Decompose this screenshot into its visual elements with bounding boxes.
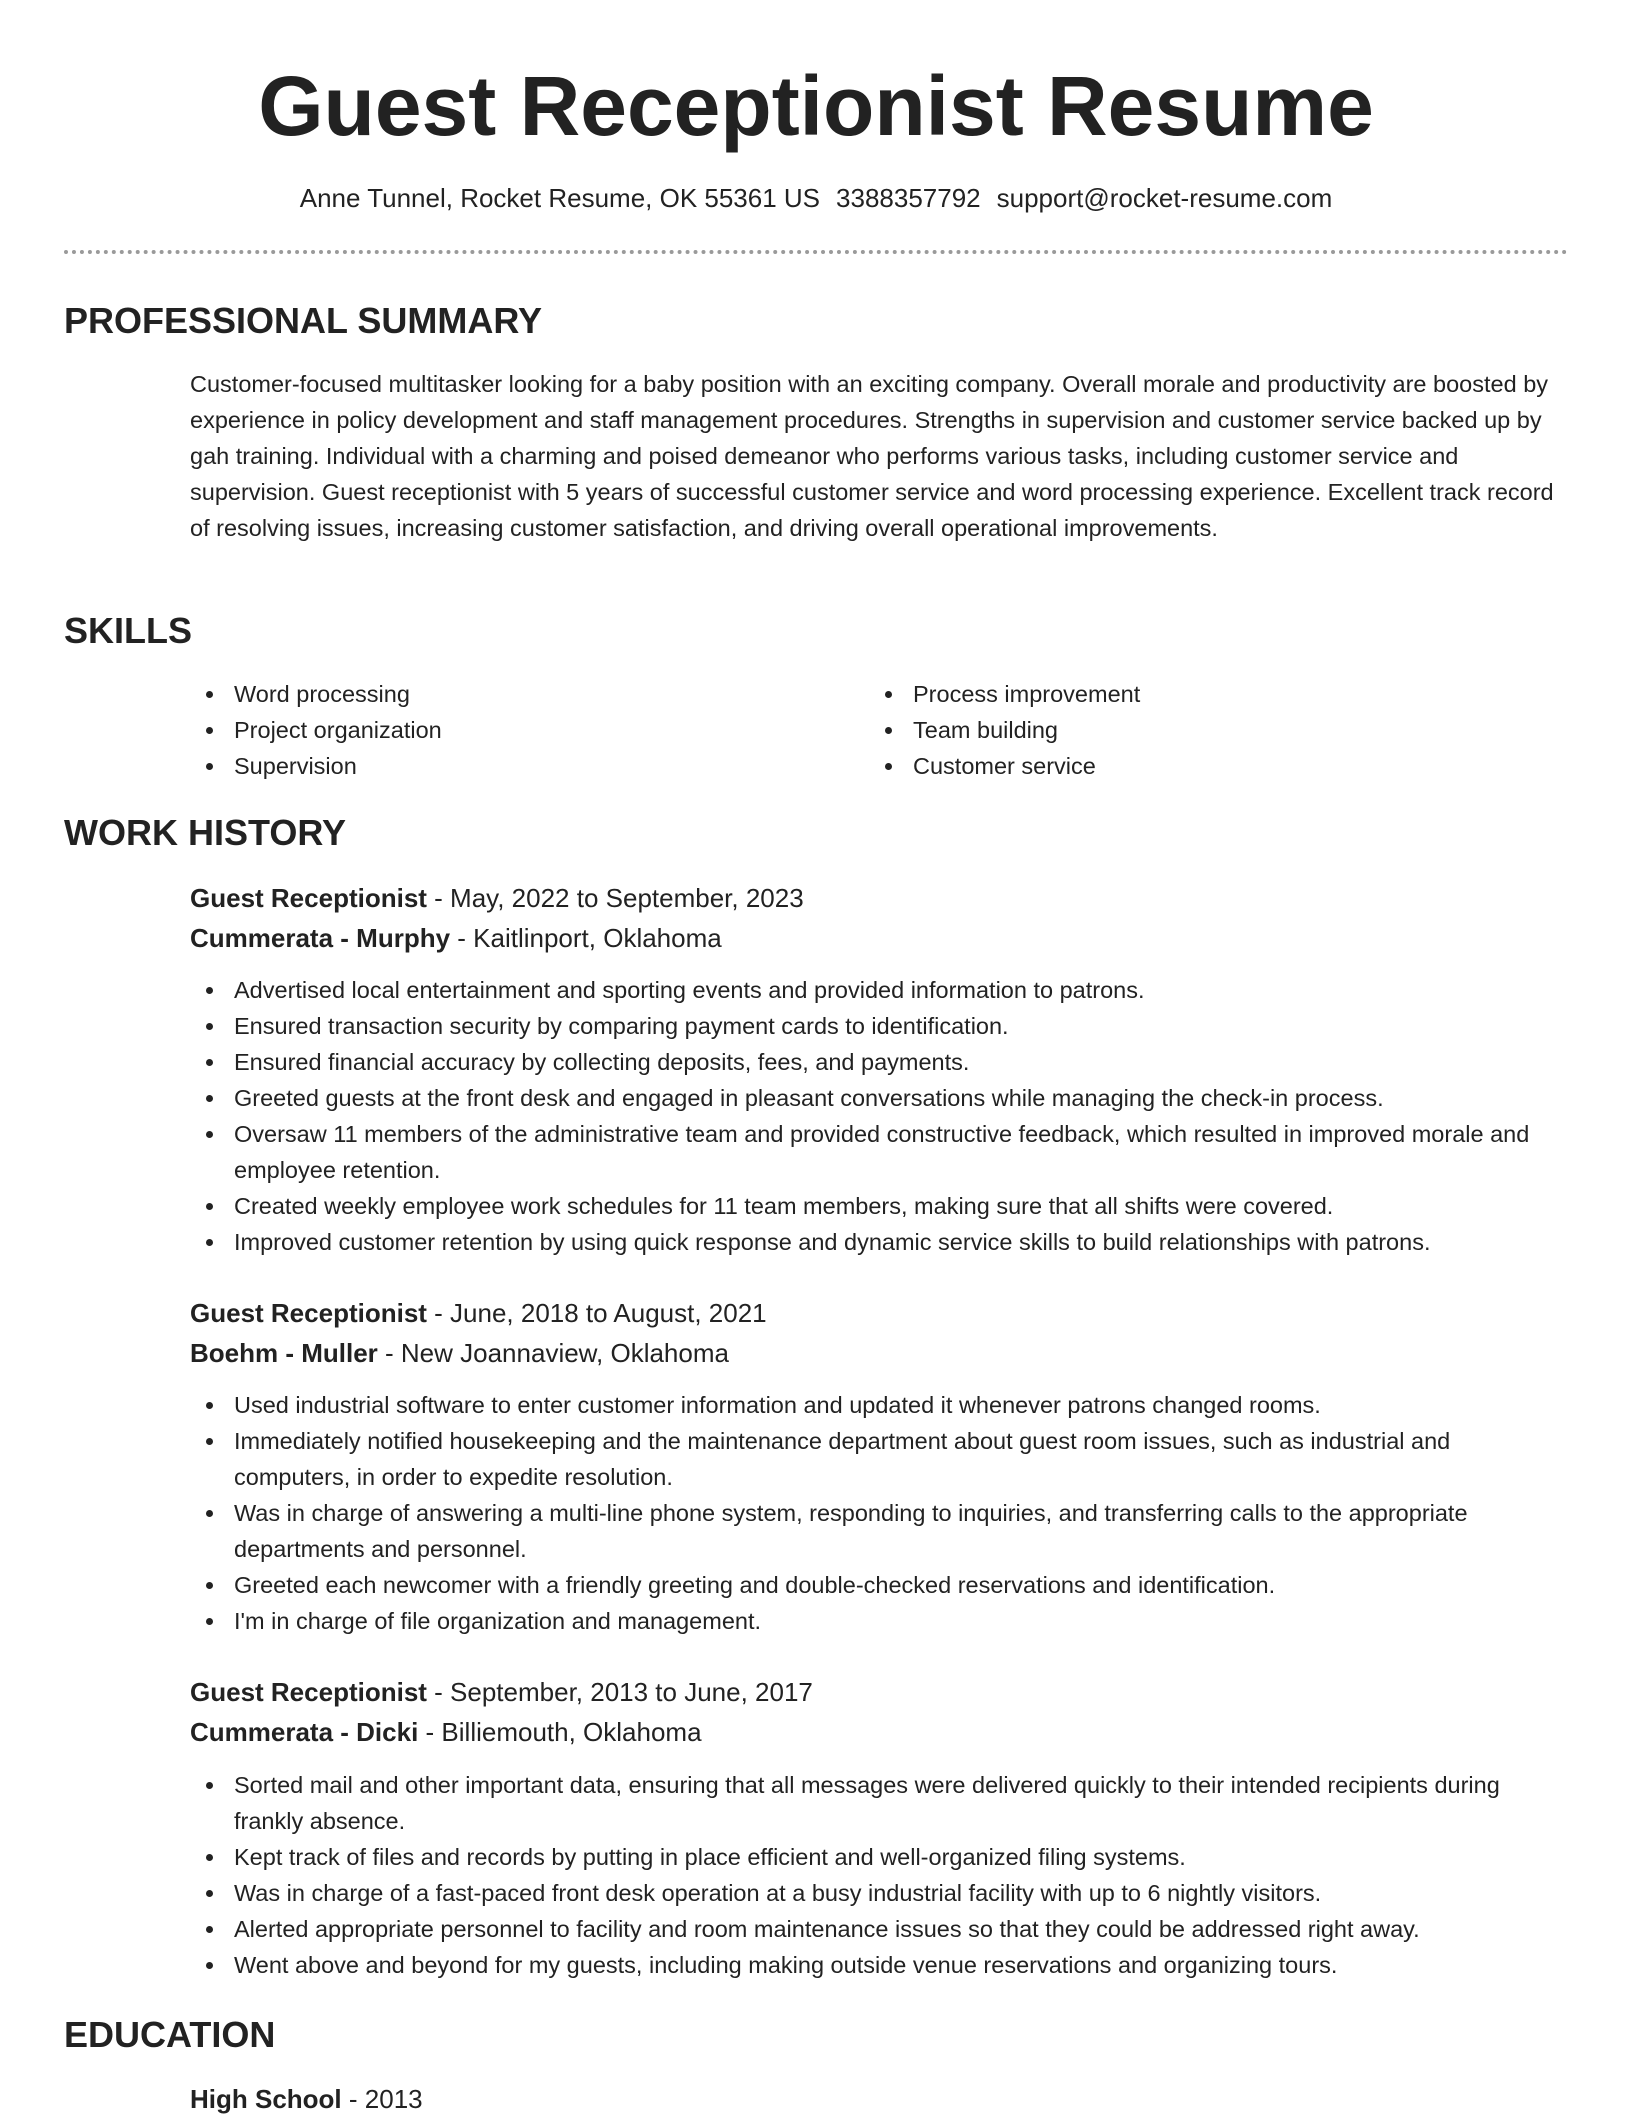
section-title-summary: PROFESSIONAL SUMMARY — [64, 300, 543, 341]
skills-list-left — [190, 676, 790, 784]
job-location: - New Joannaview, Oklahoma — [377, 1338, 729, 1368]
education-year: - 2013 — [341, 2084, 423, 2114]
section-title-education: EDUCATION — [64, 2014, 276, 2055]
list-item: Oversaw 11 members of the administrative team and provided constructive feedback, which resulted in improved morale and employee retention. — [190, 1116, 1570, 1188]
education-line — [190, 2079, 1560, 2119]
job-company: Cummerata - Dicki — [190, 1717, 419, 1747]
job-title-line — [190, 878, 1560, 918]
skill-item: Word processing — [190, 676, 790, 712]
section-title-skills: SKILLS — [64, 610, 193, 651]
job-title: Guest Receptionist — [190, 1677, 427, 1707]
contact-phone: 3388357792 — [836, 183, 981, 213]
list-item: Ensured financial accuracy by collecting deposits, fees, and payments. — [190, 1044, 1570, 1080]
contact-line — [0, 180, 1632, 216]
skills-list-right — [869, 676, 1469, 784]
job-title-line — [190, 1672, 1560, 1712]
list-item: Immediately notified housekeeping and the maintenance department about guest room issues, such as industrial and computers, in order to expedite resolution. — [190, 1423, 1570, 1495]
page-title: Guest Receptionist Resume — [258, 59, 1374, 153]
skill-item: Supervision — [190, 748, 790, 784]
list-item: Kept track of files and records by putting in place efficient and well-organized filing systems. — [190, 1839, 1570, 1875]
summary-text: Customer-focused multitasker looking for a baby position with an exciting company. Overall morale and productivity are boosted by experience in policy development and staff management procedures. Strengths in supervision and customer service backed up by gah training. Individual with a charming and poised demeanor who performs various tasks, including customer service and supervision. Guest receptionist with 5 years of successful customer service and word processing experience. Excellent track record of resolving issues, increasing customer satisfaction, and driving overall operational improvements. — [190, 371, 1554, 541]
job-title: Guest Receptionist — [190, 883, 427, 913]
job-bullets — [190, 972, 1570, 1260]
contact-address: Anne Tunnel, Rocket Resume, OK 55361 US — [299, 183, 821, 213]
list-item: Alerted appropriate personnel to facility and room maintenance issues so that they could be addressed right away. — [190, 1911, 1570, 1947]
list-item: Advertised local entertainment and sporting events and provided information to patrons. — [190, 972, 1570, 1008]
job-company: Boehm - Muller — [190, 1338, 378, 1368]
section-title-work-history: WORK HISTORY — [64, 812, 347, 853]
skill-item: Project organization — [190, 712, 790, 748]
job-company-line — [190, 1712, 1560, 1752]
job-dates: - September, 2013 to June, 2017 — [426, 1677, 813, 1707]
contact-email: support@rocket-resume.com — [996, 183, 1333, 213]
job-dates: - June, 2018 to August, 2021 — [426, 1298, 767, 1328]
job-company: Cummerata - Murphy — [190, 923, 451, 953]
list-item: Went above and beyond for my guests, including making outside venue reservations and organizing tours. — [190, 1947, 1570, 1983]
job-company-line — [190, 1333, 1560, 1373]
list-item: Improved customer retention by using quick response and dynamic service skills to build relationships with patrons. — [190, 1224, 1570, 1260]
skill-item: Customer service — [869, 748, 1469, 784]
list-item: Sorted mail and other important data, ensuring that all messages were delivered quickly to their intended recipients during frankly absence. — [190, 1767, 1570, 1839]
job-bullets — [190, 1387, 1570, 1639]
list-item: Ensured transaction security by comparing payment cards to identification. — [190, 1008, 1570, 1044]
job-dates: - May, 2022 to September, 2023 — [426, 883, 804, 913]
job-bullets — [190, 1767, 1570, 1983]
list-item: I'm in charge of file organization and management. — [190, 1603, 1570, 1639]
header-divider — [64, 250, 1568, 254]
skill-item: Process improvement — [869, 676, 1469, 712]
job-location: - Billiemouth, Oklahoma — [418, 1717, 702, 1747]
list-item: Greeted guests at the front desk and engaged in pleasant conversations while managing the check-in process. — [190, 1080, 1570, 1116]
list-item: Used industrial software to enter customer information and updated it whenever patrons changed rooms. — [190, 1387, 1570, 1423]
job-title: Guest Receptionist — [190, 1298, 427, 1328]
job-location: - Kaitlinport, Oklahoma — [450, 923, 722, 953]
job-company-line — [190, 918, 1560, 958]
list-item: Greeted each newcomer with a friendly greeting and double-checked reservations and identification. — [190, 1567, 1570, 1603]
job-title-line — [190, 1293, 1560, 1333]
list-item: Created weekly employee work schedules for 11 team members, making sure that all shifts were covered. — [190, 1188, 1570, 1224]
skill-item: Team building — [869, 712, 1469, 748]
list-item: Was in charge of answering a multi-line phone system, responding to inquiries, and transferring calls to the appropriate departments and personnel. — [190, 1495, 1570, 1567]
list-item: Was in charge of a fast-paced front desk operation at a busy industrial facility with up to 6 nightly visitors. — [190, 1875, 1570, 1911]
education-degree: High School — [190, 2084, 342, 2114]
